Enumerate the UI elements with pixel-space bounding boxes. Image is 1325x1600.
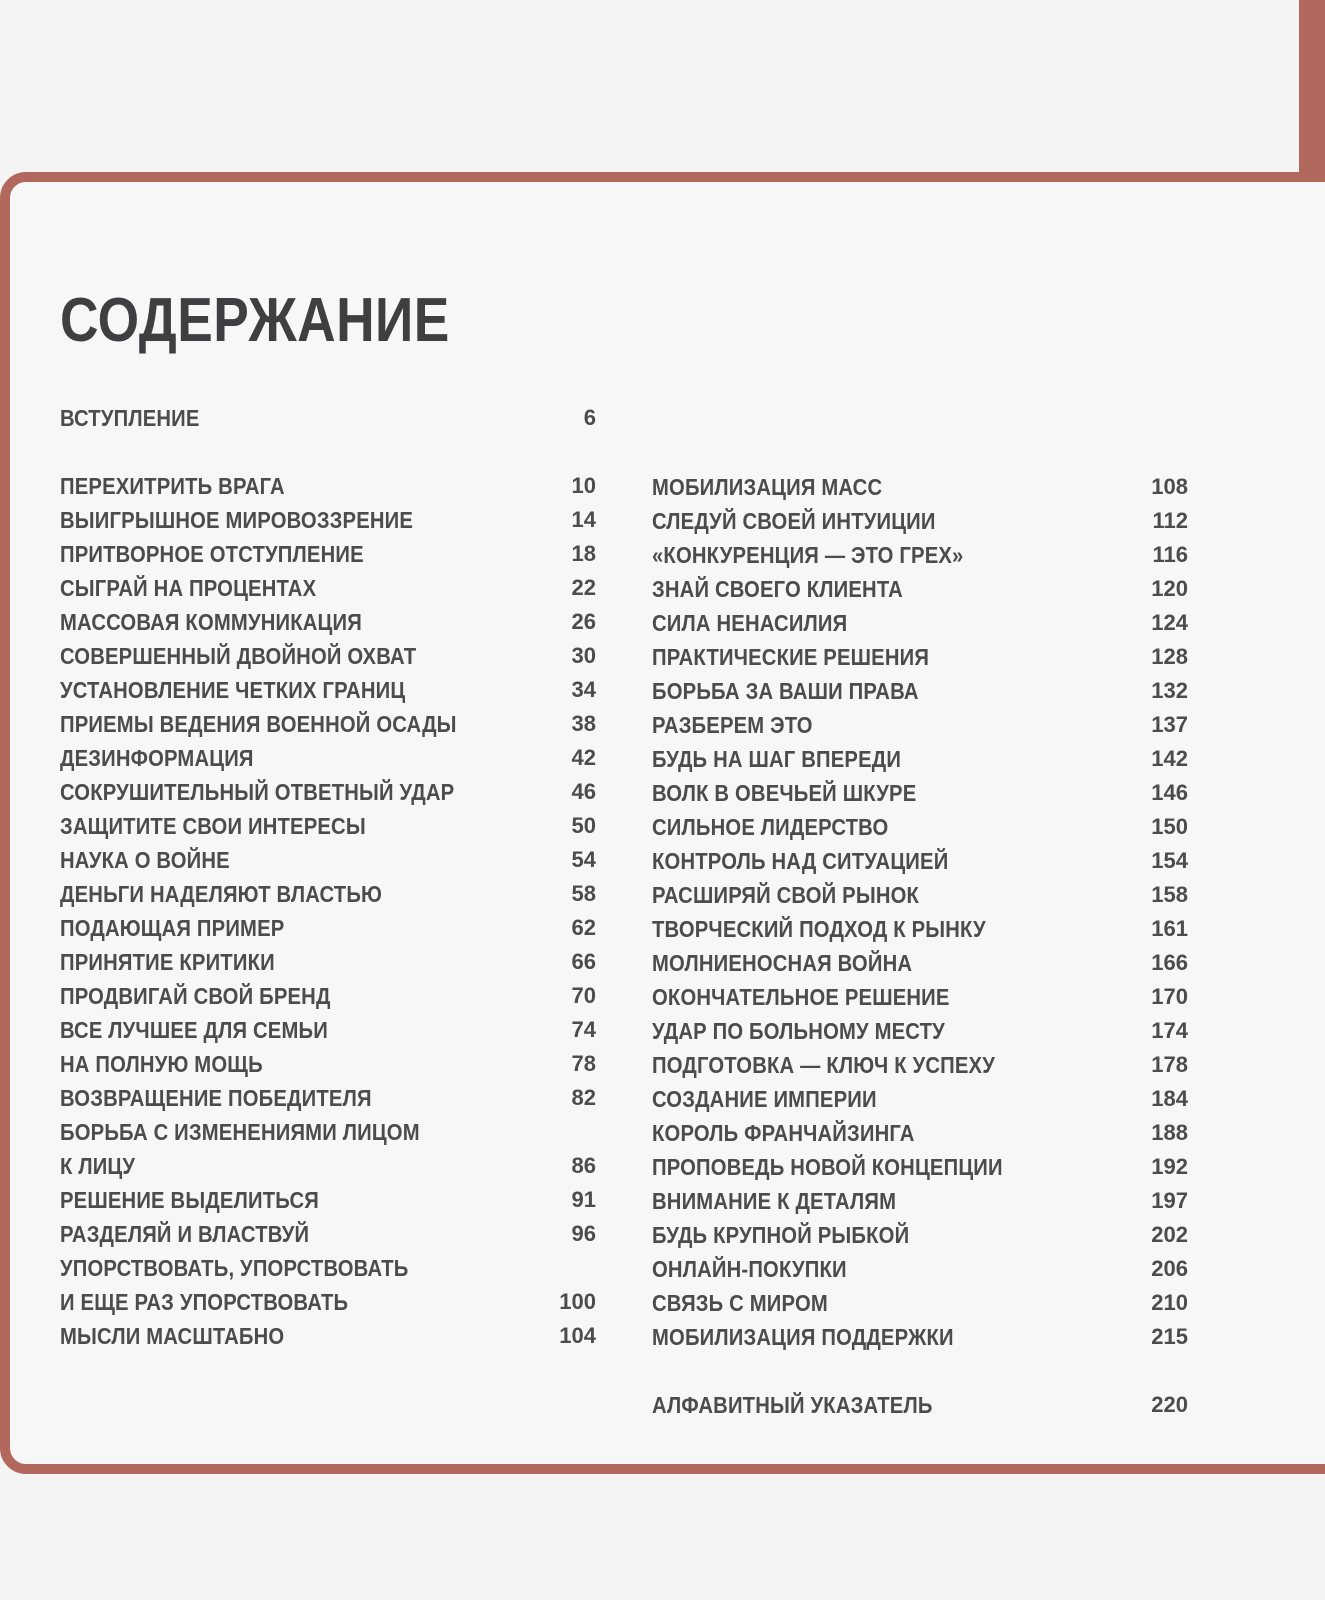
- toc-entry: [652, 1116, 1188, 1150]
- toc-entry-label: КОНТРОЛЬ НАД СИТУАЦИЕЙ: [652, 848, 949, 874]
- toc-entry: [652, 980, 1188, 1014]
- toc-entry-label: ВСЕ ЛУЧШЕЕ ДЛЯ СЕМЬИ: [60, 1017, 328, 1043]
- toc-entry-label: СВЯЗЬ С МИРОМ: [652, 1290, 828, 1316]
- toc-entry-index: [652, 1388, 1188, 1422]
- toc-entry-page: 82: [571, 1085, 596, 1110]
- toc-entry-page: 206: [1151, 1256, 1188, 1281]
- toc-entry-label: НАУКА О ВОЙНЕ: [60, 847, 230, 873]
- toc-entry: [60, 673, 596, 707]
- toc-entry: [652, 1014, 1188, 1048]
- toc-entry-page: 124: [1151, 610, 1188, 635]
- toc-entry-page: 128: [1151, 644, 1188, 669]
- toc-entry-page: 215: [1151, 1324, 1188, 1349]
- toc-entry: [652, 878, 1188, 912]
- toc-entry-label: РАЗДЕЛЯЙ И ВЛАСТВУЙ: [60, 1221, 310, 1247]
- toc-entry: [652, 776, 1188, 810]
- toc-entry-page: 116: [1152, 542, 1188, 567]
- toc-entry-label: ОКОНЧАТЕЛЬНОЕ РЕШЕНИЕ: [652, 984, 950, 1010]
- toc-entry-label: СЫГРАЙ НА ПРОЦЕНТАХ: [60, 575, 317, 601]
- toc-entry-label: НА ПОЛНУЮ МОЩЬ: [60, 1051, 263, 1077]
- toc-entry-page: 146: [1151, 780, 1188, 805]
- toc-entry-label: ЗНАЙ СВОЕГО КЛИЕНТА: [652, 576, 903, 602]
- toc-entry-page: 104: [559, 1323, 596, 1348]
- toc-entry-page: 46: [571, 779, 596, 804]
- toc-entry-page: 137: [1151, 712, 1188, 737]
- toc-entry-page: 74: [571, 1017, 596, 1042]
- toc-entry-label: ПЕРЕХИТРИТЬ ВРАГА: [60, 473, 285, 499]
- toc-entry: [60, 1013, 596, 1047]
- toc-entry-label: СОКРУШИТЕЛЬНЫЙ ОТВЕТНЫЙ УДАР: [60, 779, 455, 805]
- toc-entry-label: ПРАКТИЧЕСКИЕ РЕШЕНИЯ: [652, 644, 930, 670]
- toc-entry: [652, 810, 1188, 844]
- toc-entry-label: СИЛЬНОЕ ЛИДЕРСТВО: [652, 814, 889, 840]
- toc-entry: [60, 537, 596, 571]
- toc-entry-page: 202: [1151, 1222, 1188, 1247]
- toc-entry-page: 120: [1151, 576, 1188, 601]
- toc-entry-label: КОРОЛЬ ФРАНЧАЙЗИНГА: [652, 1120, 915, 1146]
- toc-entry: [60, 1319, 596, 1353]
- toc-entry: [652, 1252, 1188, 1286]
- toc-entry-label: МОБИЛИЗАЦИЯ МАСС: [652, 474, 883, 500]
- toc-entry-label: УСТАНОВЛЕНИЕ ЧЕТКИХ ГРАНИЦ: [60, 677, 406, 703]
- toc-entry-label: РАЗБЕРЕМ ЭТО: [652, 712, 813, 738]
- toc-entry-page: 220: [1151, 1392, 1188, 1417]
- toc-entry-intro: [60, 401, 596, 435]
- toc-entry: [60, 571, 596, 605]
- toc-column-left: [60, 401, 596, 1353]
- page-title: СОДЕРЖАНИЕ: [60, 286, 450, 355]
- toc-entry-page: 70: [571, 983, 596, 1008]
- toc-entry: [652, 1320, 1188, 1354]
- toc-entry: [60, 809, 596, 843]
- toc-entry: [652, 946, 1188, 980]
- toc-list-left: [60, 469, 596, 1353]
- top-color-strip: [1299, 0, 1325, 178]
- toc-entry-label: ПРИТВОРНОЕ ОТСТУПЛЕНИЕ: [60, 541, 364, 567]
- toc-entry-label: ТВОРЧЕСКИЙ ПОДХОД К РЫНКУ: [652, 916, 986, 942]
- toc-entry: [652, 470, 1188, 504]
- toc-entry: [652, 572, 1188, 606]
- toc-entry-label: СИЛА НЕНАСИЛИЯ: [652, 610, 848, 636]
- toc-entry-label: ВОЗВРАЩЕНИЕ ПОБЕДИТЕЛЯ: [60, 1085, 372, 1111]
- toc-entry: [652, 1048, 1188, 1082]
- toc-entry-label: МАССОВАЯ КОММУНИКАЦИЯ: [60, 609, 362, 635]
- toc-entry: [652, 844, 1188, 878]
- toc-entry-page: 58: [571, 881, 596, 906]
- toc-entry-page: 54: [571, 847, 596, 872]
- toc-entry: [60, 1115, 596, 1149]
- toc-entry-label: БОРЬБА С ИЗМЕНЕНИЯМИ ЛИЦОМ: [60, 1119, 420, 1145]
- toc-entry: [60, 1149, 596, 1183]
- toc-entry-page: 192: [1151, 1154, 1188, 1179]
- toc-entry-label: ВСТУПЛЕНИЕ: [60, 405, 200, 431]
- toc-entry: [652, 912, 1188, 946]
- toc-entry-page: 112: [1152, 508, 1188, 533]
- toc-entry: [60, 1183, 596, 1217]
- toc-entry-label: УДАР ПО БОЛЬНОМУ МЕСТУ: [652, 1018, 945, 1044]
- toc-entry-label: СЛЕДУЙ СВОЕЙ ИНТУИЦИИ: [652, 508, 936, 534]
- toc-entry-page: 26: [571, 609, 596, 634]
- toc-entry-page: 154: [1151, 848, 1188, 873]
- toc-entry: [652, 640, 1188, 674]
- toc-entry-label: ПРИНЯТИЕ КРИТИКИ: [60, 949, 275, 975]
- toc-entry: [652, 1184, 1188, 1218]
- toc-entry-page: 174: [1151, 1018, 1188, 1043]
- toc-entry-label: ВЫИГРЫШНОЕ МИРОВОЗЗРЕНИЕ: [60, 507, 414, 533]
- toc-entry: [60, 605, 596, 639]
- toc-entry-label: ПРОДВИГАЙ СВОЙ БРЕНД: [60, 983, 331, 1009]
- toc-entry-page: 14: [571, 507, 596, 532]
- toc-entry-label: ДЕЗИНФОРМАЦИЯ: [60, 745, 254, 771]
- toc-entry: [60, 843, 596, 877]
- toc-entry: [652, 708, 1188, 742]
- toc-entry-page: 150: [1151, 814, 1188, 839]
- toc-column-right: [652, 470, 1188, 1422]
- toc-entry-label: МОЛНИЕНОСНАЯ ВОЙНА: [652, 950, 913, 976]
- toc-entry: [60, 707, 596, 741]
- toc-entry-label: И ЕЩЕ РАЗ УПОРСТВОВАТЬ: [60, 1289, 349, 1315]
- toc-entry: [60, 469, 596, 503]
- toc-entry: [652, 742, 1188, 776]
- toc-entry: [652, 538, 1188, 572]
- toc-entry-page: 42: [571, 745, 596, 770]
- toc-entry-page: 50: [571, 813, 596, 838]
- toc-entry-label: ОНЛАЙН-ПОКУПКИ: [652, 1256, 847, 1282]
- toc-entry-label: ЗАЩИТИТЕ СВОИ ИНТЕРЕСЫ: [60, 813, 366, 839]
- spacer: [652, 1354, 1188, 1388]
- toc-entry: [60, 775, 596, 809]
- toc-entry: [60, 911, 596, 945]
- toc-entry-label: БУДЬ НА ШАГ ВПЕРЕДИ: [652, 746, 902, 772]
- toc-entry-page: 91: [571, 1187, 596, 1212]
- toc-entry-label: ДЕНЬГИ НАДЕЛЯЮТ ВЛАСТЬЮ: [60, 881, 383, 907]
- toc-entry-page: 10: [571, 473, 596, 498]
- toc-entry: [652, 1082, 1188, 1116]
- toc-entry-label: СОЗДАНИЕ ИМПЕРИИ: [652, 1086, 877, 1112]
- toc-list-right: [652, 470, 1188, 1354]
- toc-entry: [60, 741, 596, 775]
- toc-entry-label: ПРОПОВЕДЬ НОВОЙ КОНЦЕПЦИИ: [652, 1154, 1003, 1180]
- toc-entry-page: 188: [1151, 1120, 1188, 1145]
- toc-entry: [60, 1047, 596, 1081]
- toc-entry-label: ПРИЕМЫ ВЕДЕНИЯ ВОЕННОЙ ОСАДЫ: [60, 711, 457, 737]
- toc-entry-page: 62: [571, 915, 596, 940]
- toc-entry-label: БУДЬ КРУПНОЙ РЫБКОЙ: [652, 1222, 910, 1248]
- toc-entry: [652, 1150, 1188, 1184]
- toc-entry-page: 6: [583, 405, 596, 430]
- toc-entry-label: МОБИЛИЗАЦИЯ ПОДДЕРЖКИ: [652, 1324, 954, 1350]
- toc-entry-label: ВОЛК В ОВЕЧЬЕЙ ШКУРЕ: [652, 780, 917, 806]
- toc-entry-label: РАСШИРЯЙ СВОЙ РЫНОК: [652, 882, 920, 908]
- toc-entry-page: 96: [571, 1221, 596, 1246]
- toc-entry-label: ВНИМАНИЕ К ДЕТАЛЯМ: [652, 1188, 897, 1214]
- toc-entry-page: 158: [1151, 882, 1188, 907]
- toc-entry-label: К ЛИЦУ: [60, 1153, 136, 1179]
- toc-entry: [652, 674, 1188, 708]
- toc-entry-label: СОВЕРШЕННЫЙ ДВОЙНОЙ ОХВАТ: [60, 643, 417, 669]
- toc-entry-page: 100: [559, 1289, 596, 1314]
- toc-entry-label: «КОНКУРЕНЦИЯ — ЭТО ГРЕХ»: [652, 542, 964, 568]
- toc-entry-label: АЛФАВИТНЫЙ УКАЗАТЕЛЬ: [652, 1392, 933, 1418]
- toc-entry-page: 22: [571, 575, 596, 600]
- toc-entry-label: ПОДАЮЩАЯ ПРИМЕР: [60, 915, 285, 941]
- toc-entry-page: 18: [571, 541, 596, 566]
- toc-entry: [60, 639, 596, 673]
- toc-entry: [60, 979, 596, 1013]
- toc-entry-page: 86: [571, 1153, 596, 1178]
- toc-entry: [652, 1286, 1188, 1320]
- toc-entry-page: 38: [571, 711, 596, 736]
- toc-entry-page: 34: [571, 677, 596, 702]
- toc-entry-page: 210: [1151, 1290, 1188, 1315]
- toc-entry: [652, 606, 1188, 640]
- toc-entry: [60, 503, 596, 537]
- toc-entry: [60, 1285, 596, 1319]
- toc-entry-page: 197: [1151, 1188, 1188, 1213]
- toc-entry-page: 108: [1151, 474, 1188, 499]
- toc-entry: [652, 1218, 1188, 1252]
- toc-entry: [60, 945, 596, 979]
- toc-entry-label: РЕШЕНИЕ ВЫДЕЛИТЬСЯ: [60, 1187, 319, 1213]
- toc-entry: [60, 877, 596, 911]
- toc-entry-label: МЫСЛИ МАСШТАБНО: [60, 1323, 285, 1349]
- toc-entry-page: 66: [571, 949, 596, 974]
- toc-entry-page: 30: [571, 643, 596, 668]
- toc-entry-page: 132: [1151, 678, 1188, 703]
- toc-entry-label: ПОДГОТОВКА — КЛЮЧ К УСПЕХУ: [652, 1052, 995, 1078]
- toc-entry: [652, 504, 1188, 538]
- toc-entry: [60, 1081, 596, 1115]
- toc-entry-page: 142: [1151, 746, 1188, 771]
- toc-entry-page: 178: [1151, 1052, 1188, 1077]
- toc-entry-label: БОРЬБА ЗА ВАШИ ПРАВА: [652, 678, 919, 704]
- toc-entry-page: 161: [1151, 916, 1188, 941]
- toc-entry: [60, 1217, 596, 1251]
- spacer: [60, 435, 596, 469]
- toc-entry-page: 166: [1151, 950, 1188, 975]
- toc-entry-page: 170: [1151, 984, 1188, 1009]
- toc-entry-page: 78: [571, 1051, 596, 1076]
- toc-entry: [60, 1251, 596, 1285]
- toc-entry-label: УПОРСТВОВАТЬ, УПОРСТВОВАТЬ: [60, 1255, 409, 1281]
- toc-entry-page: 184: [1151, 1086, 1188, 1111]
